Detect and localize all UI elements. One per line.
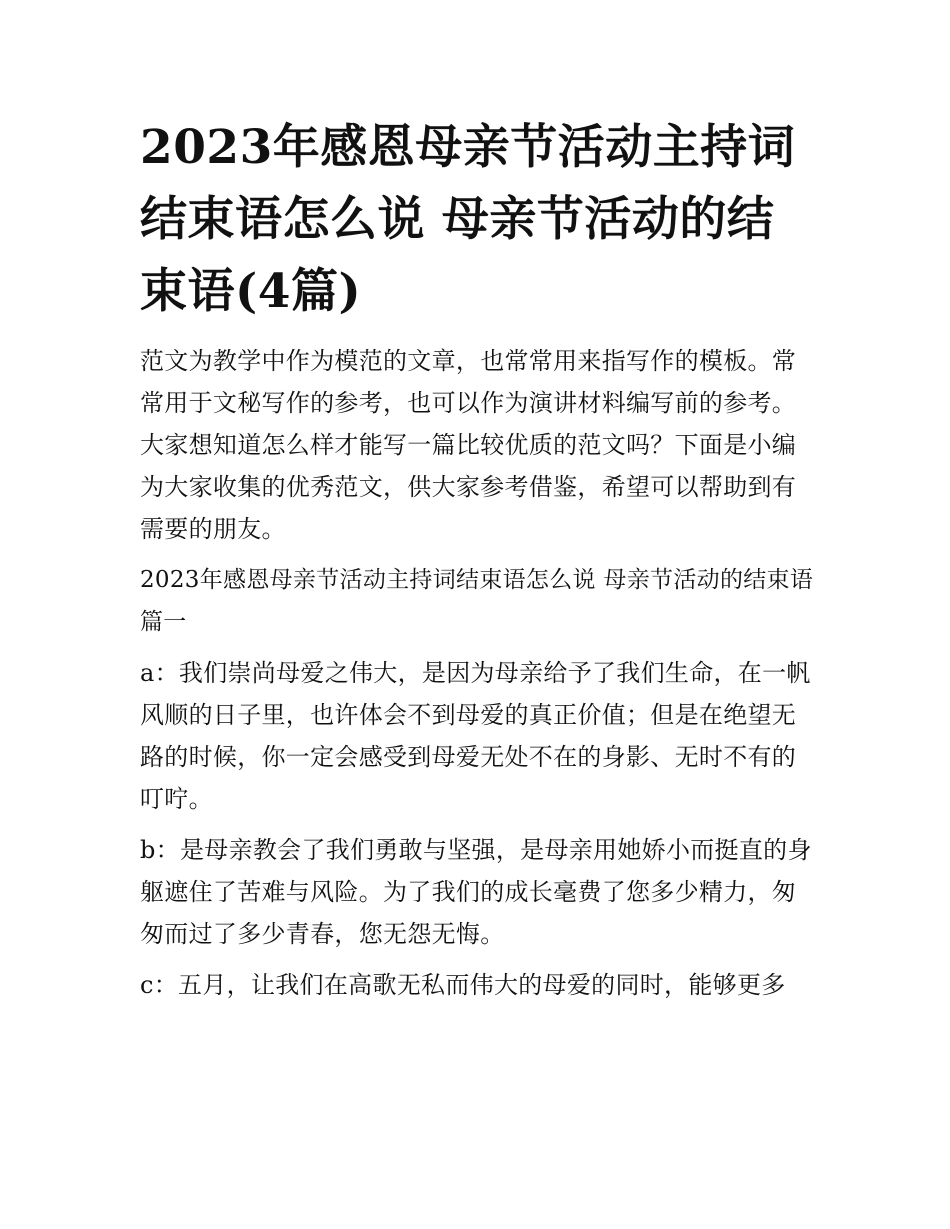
paragraph-b: b：是母亲教会了我们勇敢与坚强，是母亲用她娇小而挺直的身躯遮住了苦难与风险。为了我们的成长毫费了您多少精力，匆匆而过了多少青春，您无怨无悔。 [140,836,812,948]
document-title: 2023年感恩母亲节活动主持词结束语怎么说 母亲节活动的结束语(4篇) [140,120,796,319]
document-page [140,112,818,1015]
paragraph-c: c：五月，让我们在高歌无私而伟大的母爱的同时，能够更多 [140,971,786,999]
intro-paragraph: 范文为教学中作为模范的文章，也常常用来指写作的模板。常常用于文秘写作的参考，也可以作为演讲材料编写前的参考。大家想知道怎么样才能写一篇比较优质的范文吗？下面是小编为大家收集的优秀范文，供大家参考借鉴，希望可以帮助到有需要的朋友。 [140,347,797,543]
paragraph-a: a：我们崇尚母爱之伟大，是因为母亲给予了我们生命，在一帆风顺的日子里，也许体会不到母爱的真正价值；但是在绝望无路的时候，你一定会感受到母爱无处不在的身影、无时不有的叮咛。 [140,659,811,813]
section-heading: 2023年感恩母亲节活动主持词结束语怎么说 母亲节活动的结束语篇一 [140,567,814,635]
